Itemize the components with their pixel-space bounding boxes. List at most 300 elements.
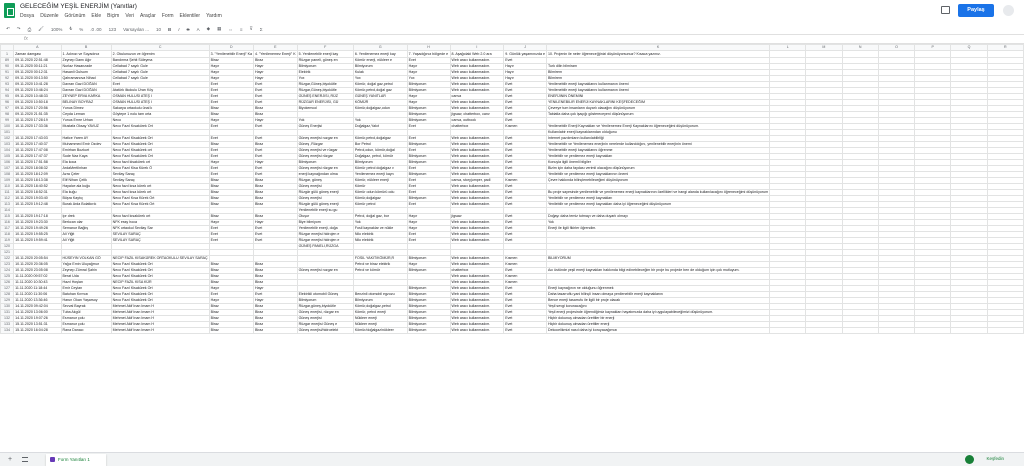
cell[interactable]: NFK ortaokul Sevilay Sar bbox=[111, 226, 209, 232]
cell[interactable]: Evet bbox=[504, 160, 547, 166]
cell[interactable]: Hayır bbox=[504, 76, 547, 82]
row-number[interactable]: 101 bbox=[1, 130, 14, 136]
row-number[interactable]: 112 bbox=[1, 196, 14, 202]
cell[interactable]: Hayır bbox=[407, 70, 450, 76]
cell[interactable]: Yenilenebilir enerji, doğa bbox=[297, 226, 353, 232]
cell[interactable]: Nurlaz Hasanzade bbox=[61, 64, 111, 70]
cell[interactable]: Evet bbox=[209, 154, 253, 160]
cell[interactable]: Kömür petrol doğalgaz v bbox=[353, 166, 407, 172]
column-header[interactable]: F bbox=[297, 45, 353, 51]
cell[interactable]: Bilmiyorum bbox=[407, 172, 450, 178]
cell[interactable]: Yenilebilir ve yenilemez enerji kaynakları bbox=[546, 196, 769, 202]
cell[interactable]: Konuyla ilgili önemli bilgiler bbox=[546, 160, 769, 166]
cell[interactable]: Sakarya ortaokulu ünal k bbox=[111, 106, 209, 112]
cell[interactable]: Doğalgaz,Yakıt bbox=[353, 124, 407, 130]
cell[interactable]: Hiçbir dokunuş olmadan ürettiler bir enerji bbox=[546, 316, 769, 322]
cell[interactable]: Evet bbox=[254, 226, 298, 232]
cell[interactable]: Davran Gazi DOĞAN bbox=[61, 88, 111, 94]
header-cell[interactable] bbox=[915, 51, 951, 58]
font-select[interactable]: Varsayılan ... bbox=[123, 26, 150, 32]
column-header[interactable]: E bbox=[254, 45, 298, 51]
cell[interactable]: Elektrik bbox=[297, 70, 353, 76]
column-header[interactable]: K bbox=[546, 45, 769, 51]
column-header[interactable]: D bbox=[209, 45, 253, 51]
cell[interactable]: Berat Uda bbox=[61, 274, 111, 280]
cell[interactable]: Hayır bbox=[407, 100, 450, 106]
cell[interactable]: Bilmiyorum bbox=[407, 142, 450, 148]
cell[interactable]: Bu proje sayesinde yenilenebilir ve yenilenemez enerji kaynaklarının özellikleri ve hangi alanda kullanılacağını öğreneceğimi düşünüyorum bbox=[547, 190, 769, 194]
cell[interactable]: Davran Gazi DOĞAN bbox=[61, 82, 111, 88]
cell[interactable]: Hazıl Hoşlan bbox=[61, 280, 111, 286]
cell[interactable]: Neco Fazıl Kisakürek Ort bbox=[111, 274, 209, 280]
cell[interactable]: 15.11.2020 13:51:31 bbox=[14, 322, 61, 328]
row-number[interactable]: 111 bbox=[1, 190, 14, 196]
cell[interactable]: Petrol ve biraz elektrik bbox=[353, 262, 407, 268]
cell[interactable]: 11.11.2020 11:30:06 bbox=[14, 292, 61, 298]
align-icon[interactable]: ≡ bbox=[239, 26, 243, 32]
cell[interactable]: Hayır bbox=[254, 118, 298, 124]
cell[interactable]: 09.11.2020 00:13:50 bbox=[14, 76, 61, 82]
cell[interactable]: Yenilenebilir enerji kaynaklarını kullanmanın önemi bbox=[546, 82, 769, 88]
cell[interactable]: Evet bbox=[254, 136, 298, 142]
cell[interactable]: Biye bilmiyom bbox=[297, 220, 353, 226]
cell[interactable]: Evet bbox=[504, 196, 547, 202]
explore-button[interactable]: Keşfedin bbox=[986, 456, 1004, 461]
header-cell[interactable]: 3. "Yenilenebilir Enerji" Ka bbox=[210, 51, 253, 56]
cell[interactable]: Neco Fazıl Kisa Kürek Ö bbox=[111, 166, 209, 172]
cell[interactable]: Turk dilin bilmiram bbox=[546, 64, 769, 70]
cell[interactable]: Kullanılabir enerji kaynaklarından olduğunu bbox=[546, 130, 769, 136]
cell[interactable]: Bence enerji tasarrufu ile ilgili bir proje olacak bbox=[546, 298, 769, 304]
cell[interactable]: Yenilenebilir ve Yenilenemez enerjinin nerelerde kullanıldığını, yenilenebilir enerjinin önemi bbox=[546, 142, 769, 148]
cell[interactable]: Elif Nihan Çelik bbox=[61, 178, 111, 184]
cell[interactable]: Neco Fazıl Kisakürek Ort bbox=[111, 142, 209, 148]
cell[interactable]: Biraz bbox=[209, 184, 253, 190]
cell[interactable]: Bilmiyorum bbox=[297, 64, 353, 70]
cell[interactable]: Biraz bbox=[209, 280, 253, 286]
cell[interactable]: Petrol, doğal gaz, bor bbox=[353, 214, 407, 220]
cell[interactable]: Web aracı kullanmadım. bbox=[450, 286, 504, 292]
row-number[interactable]: 121 bbox=[1, 250, 14, 256]
share-button[interactable]: Paylaş bbox=[958, 4, 994, 17]
cell[interactable]: 11.11.2020 11:18:44 bbox=[14, 286, 61, 292]
menu-item[interactable]: Araçlar bbox=[139, 13, 156, 19]
cell[interactable]: Bilmiyorum bbox=[407, 322, 450, 328]
cell[interactable]: Bilmiyorum bbox=[407, 112, 450, 118]
row-number[interactable]: 104 bbox=[1, 148, 14, 154]
row-number[interactable]: 103 bbox=[1, 142, 14, 148]
cell[interactable]: Biraz bbox=[209, 274, 253, 280]
cell[interactable]: Neco Fazıl Kısa Kürek Ort bbox=[111, 196, 209, 202]
cell[interactable]: Evet bbox=[111, 82, 209, 88]
cell[interactable]: Yenilenemez enerji kayn bbox=[353, 172, 407, 178]
cell[interactable]: Web aracı kullanmadım. bbox=[450, 106, 504, 112]
cell[interactable]: Güneş enerjisi ve rüzgar bbox=[297, 148, 353, 154]
cell[interactable] bbox=[987, 328, 1023, 334]
row-number[interactable]: 102 bbox=[1, 136, 14, 142]
cell[interactable]: OSMAN HULUSİ ATEŞ İ bbox=[111, 100, 209, 106]
cell[interactable]: Oluşur bbox=[297, 214, 353, 220]
cell[interactable]: Evet bbox=[504, 202, 547, 208]
cell[interactable]: Nükleer enerji bbox=[353, 316, 407, 322]
cell[interactable]: Hayır bbox=[407, 64, 450, 70]
cell[interactable]: Web aracı kullanmadım. bbox=[450, 82, 504, 88]
sheets-logo-icon[interactable] bbox=[4, 3, 15, 18]
cell[interactable]: Biraz bbox=[254, 214, 298, 220]
cell[interactable]: Bilmiyorum bbox=[407, 82, 450, 88]
cell[interactable]: Biraz bbox=[254, 202, 298, 208]
cell[interactable]: Kömür enerji, nükleer e bbox=[353, 58, 407, 64]
cell[interactable]: 14.11.2020 13:06:00 bbox=[14, 310, 61, 316]
row-number[interactable]: 1 bbox=[1, 51, 14, 58]
cell[interactable]: Bilmiyorum bbox=[407, 310, 450, 316]
cell[interactable]: Hayır bbox=[504, 64, 547, 70]
cell[interactable]: Enerji ile ilgili fikirler öğrendim. bbox=[546, 226, 769, 232]
cell[interactable]: Biraz bbox=[209, 262, 253, 268]
cell[interactable]: Hayır bbox=[209, 118, 253, 124]
cell[interactable]: BİLMİYORUM bbox=[546, 256, 769, 262]
cell[interactable]: 10.11.2020 18:08:32 bbox=[14, 166, 61, 172]
cell[interactable]: Web aracı kullanmadım. bbox=[450, 322, 504, 328]
cell[interactable]: BELİNAY BOYRAZ bbox=[61, 100, 111, 106]
cell[interactable]: Güneş ,Rüzgar bbox=[297, 142, 353, 148]
row-number[interactable]: 108 bbox=[1, 172, 14, 178]
cell[interactable]: Mehmet Akif İnan İmam H bbox=[111, 328, 209, 334]
cell[interactable]: Kısmen bbox=[504, 124, 547, 130]
cell[interactable]: Web aracı kullanmadım. bbox=[450, 238, 504, 244]
cell[interactable]: Evet bbox=[209, 94, 253, 100]
cell[interactable]: Evet bbox=[407, 232, 450, 238]
cell[interactable]: Biraz bbox=[209, 328, 253, 334]
cell[interactable]: Evet bbox=[407, 202, 450, 208]
cell[interactable]: Web aracı kullanmadım. bbox=[450, 142, 504, 148]
cell[interactable]: Rüzgâr gülü güneş enerji bbox=[297, 202, 353, 208]
cell[interactable]: Web aracı kullanmadım. bbox=[450, 58, 504, 64]
cell[interactable]: Evet bbox=[504, 148, 547, 154]
cell[interactable]: Biraz bbox=[209, 178, 253, 184]
cell[interactable]: Yenilenebilir Enerji Kaynakları ve Yenilenemez Enerji Kaynaklarını öğreneceğimi düşünüyorum. bbox=[546, 124, 769, 130]
row-number[interactable]: 125 bbox=[1, 274, 14, 280]
column-header[interactable]: N bbox=[842, 45, 878, 51]
row-number[interactable]: 118 bbox=[1, 232, 14, 238]
cell[interactable]: Evet bbox=[254, 148, 298, 154]
cell[interactable]: Evet bbox=[504, 316, 547, 322]
cell[interactable]: 10.11.2020 18:40:52 bbox=[14, 184, 61, 190]
cell[interactable]: Hayır bbox=[407, 220, 450, 226]
cell[interactable]: Hayır bbox=[209, 160, 253, 166]
cell[interactable]: Biraz bbox=[254, 106, 298, 112]
cell[interactable]: Zeynep Zümral Şahin bbox=[61, 268, 111, 274]
menu-item[interactable]: Yardım bbox=[206, 13, 222, 19]
cell[interactable]: Biraz bbox=[254, 262, 298, 268]
cell[interactable]: Bilmiyorum bbox=[407, 154, 450, 160]
cell[interactable]: Neco fazıl kısa kürek ort bbox=[111, 190, 209, 196]
cell[interactable]: jigsaw, chatterbox, canv bbox=[450, 112, 504, 118]
cell[interactable]: Güneş enerjisi ruzgar en bbox=[297, 136, 353, 142]
cell[interactable]: Evet bbox=[504, 292, 547, 298]
cell[interactable]: canva, storyjumper, padl bbox=[450, 178, 504, 184]
cell[interactable]: Yeşil sevgi korunacağını bbox=[546, 304, 769, 310]
cell[interactable]: Kömür petrol bbox=[353, 202, 407, 208]
cell[interactable]: SEVILAY SARAÇ bbox=[111, 232, 209, 238]
menu-item[interactable]: Görünüm bbox=[64, 13, 86, 19]
row-number[interactable]: 132 bbox=[1, 316, 14, 322]
row-number[interactable]: 117 bbox=[1, 226, 14, 232]
cell[interactable]: Hayır bbox=[254, 286, 298, 292]
cell[interactable]: Rüzgar,güneş,biyokütle bbox=[297, 304, 353, 310]
cell[interactable]: Bilmiyorum bbox=[353, 298, 407, 304]
cell[interactable]: Hayır bbox=[209, 76, 253, 82]
row-number[interactable]: 127 bbox=[1, 286, 14, 292]
cell[interactable]: Evet bbox=[254, 172, 298, 178]
cell[interactable]: ENERJİNİN ÖNEMİNİ bbox=[546, 94, 769, 100]
cell[interactable]: Kısmen bbox=[504, 274, 547, 280]
cell[interactable]: Ela kuğu bbox=[61, 190, 111, 196]
percent-button[interactable]: % bbox=[79, 26, 84, 32]
cell[interactable]: Evet bbox=[209, 82, 253, 88]
header-cell[interactable]: 7. Yaşadığınız bölgede e bbox=[408, 51, 449, 56]
cell[interactable]: Biraz bbox=[209, 106, 253, 112]
cell[interactable]: Hiçbir dokunuş olmadan ürettiler enerji bbox=[546, 322, 769, 328]
cell[interactable]: Büşra Kaytıç bbox=[61, 196, 111, 202]
cell[interactable]: Evet bbox=[407, 238, 450, 244]
currency-button[interactable]: ₺ bbox=[69, 26, 73, 31]
menu-item[interactable]: Dosya bbox=[20, 13, 35, 19]
cell[interactable]: Evet bbox=[504, 172, 547, 178]
avatar[interactable] bbox=[1003, 5, 1014, 16]
cell[interactable]: Elektrikli otomobil Güneş bbox=[297, 292, 353, 298]
cell[interactable]: 09.11.2020 17:20:56 bbox=[14, 106, 61, 112]
row-number[interactable]: 110 bbox=[1, 184, 14, 190]
cell[interactable]: Cellabad 7 sayılı Gule bbox=[111, 64, 209, 70]
row-number[interactable]: 92 bbox=[1, 76, 14, 82]
cell[interactable]: Biraz bbox=[209, 196, 253, 202]
cell[interactable]: Neco fazıl kısakürek ort bbox=[111, 214, 209, 220]
row-number[interactable]: 120 bbox=[1, 244, 14, 250]
cell[interactable]: Web aracı kullanmadım. bbox=[450, 298, 504, 304]
text-color-icon[interactable]: A bbox=[196, 26, 200, 32]
row-number[interactable]: 115 bbox=[1, 214, 14, 220]
cell[interactable]: Yunus Dimez bbox=[61, 106, 111, 112]
cell[interactable]: Hayır bbox=[407, 214, 450, 220]
redo-icon[interactable]: ↷ bbox=[16, 26, 21, 31]
cell[interactable]: Sude Naz Kaya bbox=[61, 154, 111, 160]
cell[interactable]: Kömür,doğalgaz bbox=[353, 196, 407, 202]
column-header[interactable]: I bbox=[450, 45, 504, 51]
column-header[interactable]: J bbox=[504, 45, 547, 51]
cell[interactable]: Biraz bbox=[254, 112, 298, 118]
cell[interactable]: Evet bbox=[254, 232, 298, 238]
header-cell[interactable]: 9. Günlük yaşamınızda e bbox=[505, 51, 545, 56]
function-icon[interactable]: Σ bbox=[259, 26, 263, 32]
cell[interactable]: Neco fazıl kısa kürek ort bbox=[111, 184, 209, 190]
cell[interactable]: Hayır bbox=[209, 298, 253, 304]
cell[interactable]: Web aracı kullanmadım. bbox=[450, 292, 504, 298]
cell[interactable]: Biraz bbox=[209, 214, 253, 220]
cell[interactable]: Biraz bbox=[254, 142, 298, 148]
cell[interactable]: chatterbox bbox=[450, 124, 504, 130]
cell[interactable]: Petrol ve kömür bbox=[353, 268, 407, 274]
column-header[interactable]: M bbox=[806, 45, 842, 51]
cell[interactable]: Biraz bbox=[254, 304, 298, 310]
cell[interactable]: Yağız Emin Uluyağmur bbox=[61, 262, 111, 268]
cell[interactable]: Internet yazılımların kullanılabilirliği bbox=[546, 136, 769, 142]
cell[interactable]: Neco Fazıl Kisakürek Ort bbox=[111, 292, 209, 298]
cell[interactable]: Evet bbox=[254, 124, 298, 130]
cell[interactable]: Bilmiyorum bbox=[297, 160, 353, 166]
cell[interactable]: Evet bbox=[504, 100, 547, 106]
cell[interactable]: Güneş enerjisi/hidroelekt bbox=[297, 328, 353, 334]
row-number[interactable]: 128 bbox=[1, 292, 14, 298]
cell[interactable]: Yeşil enerji projesinde öğrendiğimiz kaynakları hayatımızda daha iyi uygulayabileceğimizi düşünüyorum. bbox=[546, 310, 769, 316]
cell[interactable]: Qahramanova Nihad bbox=[61, 76, 111, 82]
cell[interactable]: Atatürk ilkokulu Ürarı Köy bbox=[111, 88, 209, 94]
cell[interactable]: Esmanur çolu bbox=[61, 322, 111, 328]
cell[interactable]: Yok bbox=[353, 118, 407, 124]
cell[interactable]: Ali Yiğit bbox=[61, 232, 111, 238]
cell[interactable]: Kömür, nükleer enerji bbox=[353, 178, 407, 184]
cell[interactable]: Bilmiyorum bbox=[407, 304, 450, 310]
cell[interactable]: GÜNEŞ PANELİ,RÜZGA bbox=[297, 244, 353, 250]
cell[interactable]: Rüzgar,Güneş,biyokütle bbox=[297, 88, 353, 94]
cell[interactable] bbox=[878, 328, 914, 334]
cell[interactable]: Kömür odun kömürü odu bbox=[353, 190, 407, 196]
cell[interactable]: Web aracı kullanmadım. bbox=[450, 166, 504, 172]
column-header[interactable]: G bbox=[353, 45, 407, 51]
cell[interactable]: Evet bbox=[407, 136, 450, 142]
cell[interactable]: Sevval Bayrak bbox=[61, 304, 111, 310]
cell[interactable]: Biraz bbox=[254, 322, 298, 328]
cell[interactable]: Güneş enerjisi bbox=[297, 196, 353, 202]
cell[interactable]: Web aracı kullanmadım. bbox=[450, 310, 504, 316]
cell[interactable]: Nilo elektrik bbox=[353, 232, 407, 238]
cell[interactable]: Evet bbox=[504, 310, 547, 316]
cell[interactable] bbox=[770, 328, 806, 334]
row-number[interactable]: 98 bbox=[1, 112, 14, 118]
cell[interactable]: Hayır bbox=[209, 64, 253, 70]
row-number[interactable]: 106 bbox=[1, 160, 14, 166]
cell[interactable]: 10.11.2020 17:40:37 bbox=[14, 142, 61, 148]
cell[interactable]: Evet bbox=[254, 166, 298, 172]
cell[interactable]: Güneş enerjisi, rüzgar en bbox=[297, 310, 353, 316]
header-cell[interactable]: 2. Okulunuzun ve öğrenim bbox=[111, 51, 209, 58]
cell[interactable]: Neco Fazıl Kisakürek Ort bbox=[111, 268, 209, 274]
cell[interactable]: Çevre hakkında bilinçlenebileceğimi düşünüyorum bbox=[546, 178, 769, 184]
cell[interactable]: Kulak bbox=[353, 70, 407, 76]
cell[interactable]: Hayır bbox=[209, 70, 253, 76]
menu-item[interactable]: Ekle bbox=[91, 13, 102, 19]
row-number[interactable]: 119 bbox=[1, 238, 14, 244]
cell[interactable]: Bilmiyorum bbox=[407, 286, 450, 292]
cell[interactable]: Web aracı kullanmadım. bbox=[450, 256, 504, 262]
cell[interactable]: Neco Fazıl Kısakürek Ort bbox=[111, 154, 209, 160]
cell[interactable]: Evet bbox=[407, 190, 450, 196]
cell[interactable]: Yenilenebilir enerji kaynaklarını öğrenme bbox=[546, 148, 769, 154]
cell[interactable]: Evet bbox=[407, 178, 450, 184]
all-sheets-icon[interactable] bbox=[22, 457, 28, 462]
cell[interactable]: Sevilay Saraç bbox=[111, 172, 209, 178]
row-number[interactable]: 100 bbox=[1, 124, 14, 130]
cell[interactable]: Web aracı kullanmadım. bbox=[450, 100, 504, 106]
cell[interactable]: Yox bbox=[297, 76, 353, 82]
cell[interactable]: Evet bbox=[504, 298, 547, 304]
cell[interactable]: Bilmiyorum bbox=[407, 316, 450, 322]
cell[interactable]: Evet bbox=[209, 136, 253, 142]
cell[interactable]: Neco fazıl kisakürek ort bbox=[111, 160, 209, 166]
header-cell[interactable] bbox=[878, 51, 914, 58]
cell[interactable]: Biraz bbox=[209, 268, 253, 274]
header-cell[interactable]: 8. Aşağıdaki Web 2.0 ara bbox=[450, 51, 504, 58]
cell[interactable]: Benzinli otomobil egzozu bbox=[353, 292, 407, 298]
cell[interactable]: Web aracı kullanmadım. bbox=[450, 226, 504, 232]
cell[interactable]: Evet bbox=[504, 286, 547, 292]
cell[interactable]: Yenilebilir ve yenilemez enerji kaynaklarının önemi bbox=[546, 172, 769, 178]
menu-item[interactable]: Form bbox=[161, 13, 174, 19]
cell[interactable]: Kömür, petrol enerji bbox=[353, 310, 407, 316]
cell[interactable]: Azra Çeler bbox=[61, 172, 111, 178]
cell[interactable]: Hasanli Gulsum bbox=[61, 70, 111, 76]
cell[interactable]: Web aracı kullanmadım. bbox=[450, 232, 504, 238]
cell[interactable]: 11.11.2020 10:30:43 bbox=[14, 280, 61, 286]
column-header[interactable]: P bbox=[915, 45, 951, 51]
header-cell[interactable] bbox=[842, 51, 878, 58]
cell[interactable]: Berkcan olar bbox=[61, 220, 111, 226]
cell[interactable]: Web aracı kullanmadım. bbox=[450, 190, 504, 196]
cell[interactable]: Evet bbox=[407, 124, 450, 130]
cell[interactable]: Enerji kaynağının ne olduğunu öğrenmek bbox=[546, 286, 769, 292]
cell[interactable]: Biraz bbox=[254, 310, 298, 316]
cell[interactable]: Batuhan Kırmızı bbox=[61, 292, 111, 298]
cell[interactable]: Web aracı kullanmadım. bbox=[450, 172, 504, 178]
cell[interactable]: SEVILAY SARAÇ bbox=[111, 238, 209, 244]
cell[interactable]: Neco bbox=[111, 118, 209, 124]
formula-bar[interactable] bbox=[0, 35, 1024, 44]
row-number[interactable]: 107 bbox=[1, 166, 14, 172]
cell[interactable]: enerji kaynağından olma bbox=[297, 172, 353, 178]
cell[interactable]: Emirhan Bozkurt bbox=[61, 148, 111, 154]
row-number[interactable]: 94 bbox=[1, 88, 14, 94]
row-number[interactable]: 97 bbox=[1, 106, 14, 112]
cell[interactable]: 09.11.2020 10:50:18 bbox=[14, 100, 61, 106]
cell[interactable]: ArdaMertIlnhan bbox=[61, 166, 111, 172]
cell[interactable]: Biraz bbox=[209, 316, 253, 322]
cell[interactable]: Biraz bbox=[254, 316, 298, 322]
row-number[interactable]: 130 bbox=[1, 304, 14, 310]
cell[interactable]: Güneş enerjisi rüzgar en bbox=[297, 166, 353, 172]
cell[interactable]: Evet bbox=[254, 238, 298, 244]
column-header[interactable]: C bbox=[111, 45, 209, 51]
cell[interactable]: Evet bbox=[209, 238, 253, 244]
cell[interactable]: NECİP FAZIL KISA KÜR bbox=[111, 280, 209, 286]
cell[interactable]: Evet bbox=[407, 148, 450, 154]
cell[interactable]: NECİP FAZIL KISAKÜREK ORTAOKULU SEVILAY SARAÇ bbox=[112, 256, 208, 260]
cell[interactable]: Hatice Yaren AY bbox=[61, 136, 111, 142]
cell[interactable]: 09.11.2020 21:51:35 bbox=[14, 112, 61, 118]
cell[interactable]: Web aracı kullanmadım. bbox=[450, 148, 504, 154]
cell[interactable]: Hayır bbox=[254, 160, 298, 166]
cell[interactable]: Evet bbox=[209, 88, 253, 94]
cell[interactable]: Neco Fazıl Kisakürek Ort bbox=[111, 136, 209, 142]
cell[interactable]: Biraz bbox=[209, 310, 253, 316]
cell[interactable]: Hayır bbox=[407, 94, 450, 100]
cell[interactable]: Evet bbox=[254, 154, 298, 160]
row-number[interactable]: 133 bbox=[1, 322, 14, 328]
cell[interactable]: 11.11.2020 09:57:02 bbox=[14, 274, 61, 280]
cell[interactable]: Evet bbox=[504, 238, 547, 244]
cell[interactable]: Petrol,odun, kömür,doğal bbox=[353, 148, 407, 154]
cell[interactable]: Rüzgar enerjisi hidrojen e bbox=[297, 232, 353, 238]
cell[interactable]: Neco Fazıl Kısakürek Ort bbox=[111, 124, 209, 130]
